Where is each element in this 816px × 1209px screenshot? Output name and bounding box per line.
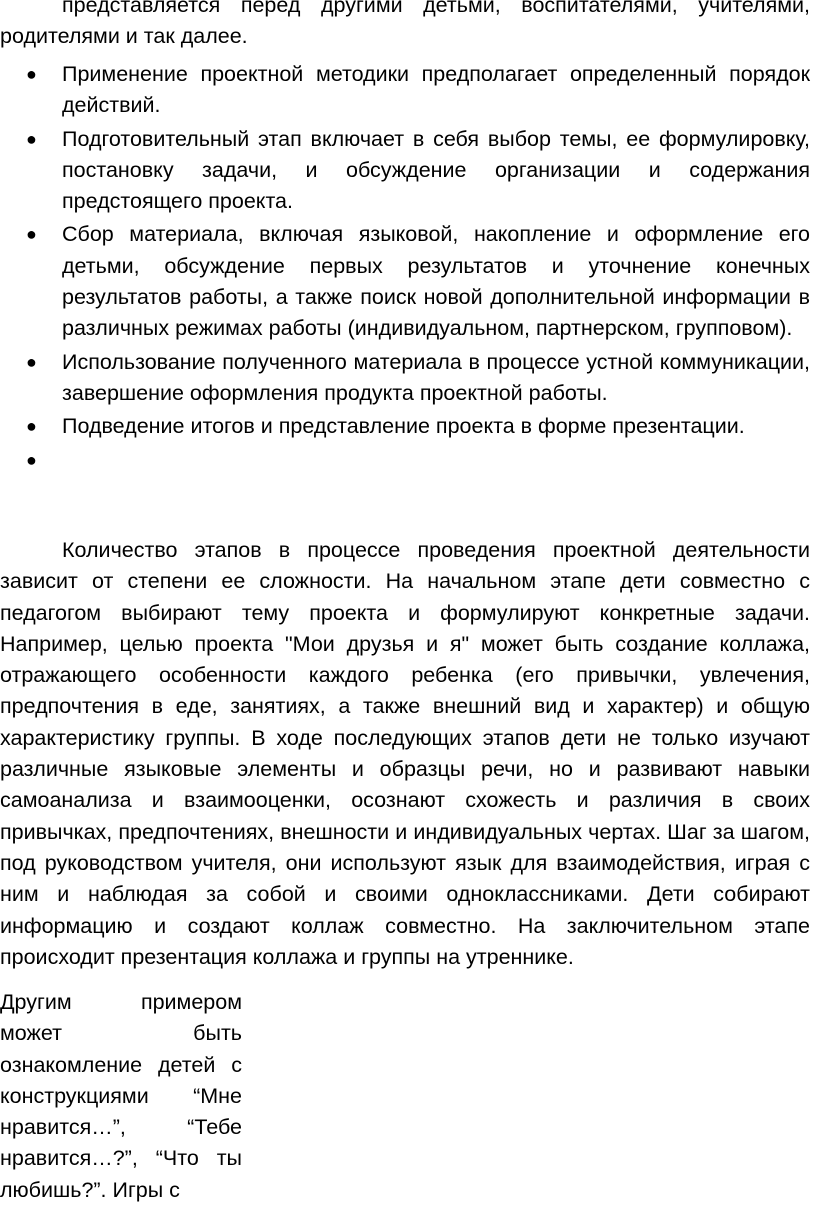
list-item	[0, 219, 810, 344]
bullet-icon: ●	[26, 416, 37, 437]
narrow-paragraph: Другим примером может быть ознакомление детей с конструкциями “Мне нравится…”, “Тебе нравится…?”, “Что ты любишь?”. Игры с	[0, 990, 242, 1202]
list-item-text: Подведение итогов и представление проекта в форме презентации.	[62, 414, 745, 439]
list-item	[0, 59, 810, 122]
bullet-icon: ●	[26, 449, 37, 470]
list-item	[0, 124, 810, 218]
list-item-text: Использование полученного материала в процессе устной коммуникации, завершение оформления продукта проектной работы.	[62, 349, 810, 405]
bullet-icon: ●	[26, 351, 37, 372]
list-item-text: Применение проектной методики предполагает определенный порядок действий.	[62, 62, 810, 118]
list-item-text: Сбор материала, включая языковой, накопление и оформление его детьми, обсуждение первых результатов и уточнение конечных результатов работы, а также поиск новой дополнительной информации в различных режимах работы (индивидуальном, партнерском, групповом).	[62, 222, 810, 341]
list-item	[0, 347, 810, 410]
bullet-icon: ●	[26, 64, 37, 84]
list-item-empty	[0, 445, 810, 476]
stages-list	[0, 59, 810, 478]
list-item-text: Подготовительный этап включает в себя выбор темы, ее формулировку, постановку задачи, и обсуждение организации и содержания предстоящего проекта.	[62, 126, 810, 214]
main-paragraph: Количество этапов в процессе проведения проектной деятельности зависит от степени ее сложности. На начальном этапе дети совместно с педагогом выбирают тему проекта и формулируют конкретные задачи. Например, целью проекта "Мои друзья и я" может быть создание коллажа, отражающего особенности каждого ребенка (его привычки, увлечения, предпочтения в еде, занятиях, а также внешний вид и характер) и общую характеристику группы. В ходе последующих этапов дети не только изучают различные языковые элементы и образцы речи, но и развивают навыки самоанализа и взаимооценки, осознают схожесть и различия в своих привычках, предпочтениях, внешности и индивидуальных чертах. Шаг за шагом, под руководством учителя, они используют язык для взаимодействия, играя с ним и наблюдая за собой и своими одноклассниками. Дети собирают информацию и создают коллаж совместно. На заключительном этапе происходит презентация коллажа и группы на утреннике.	[0, 538, 810, 969]
bullet-icon: ●	[26, 224, 37, 245]
list-item	[0, 411, 810, 442]
bullet-icon: ●	[26, 128, 37, 149]
intro-paragraph: представляется перед другими детьми, воспитателями, учителями, родителями и так далее.	[0, 0, 810, 49]
